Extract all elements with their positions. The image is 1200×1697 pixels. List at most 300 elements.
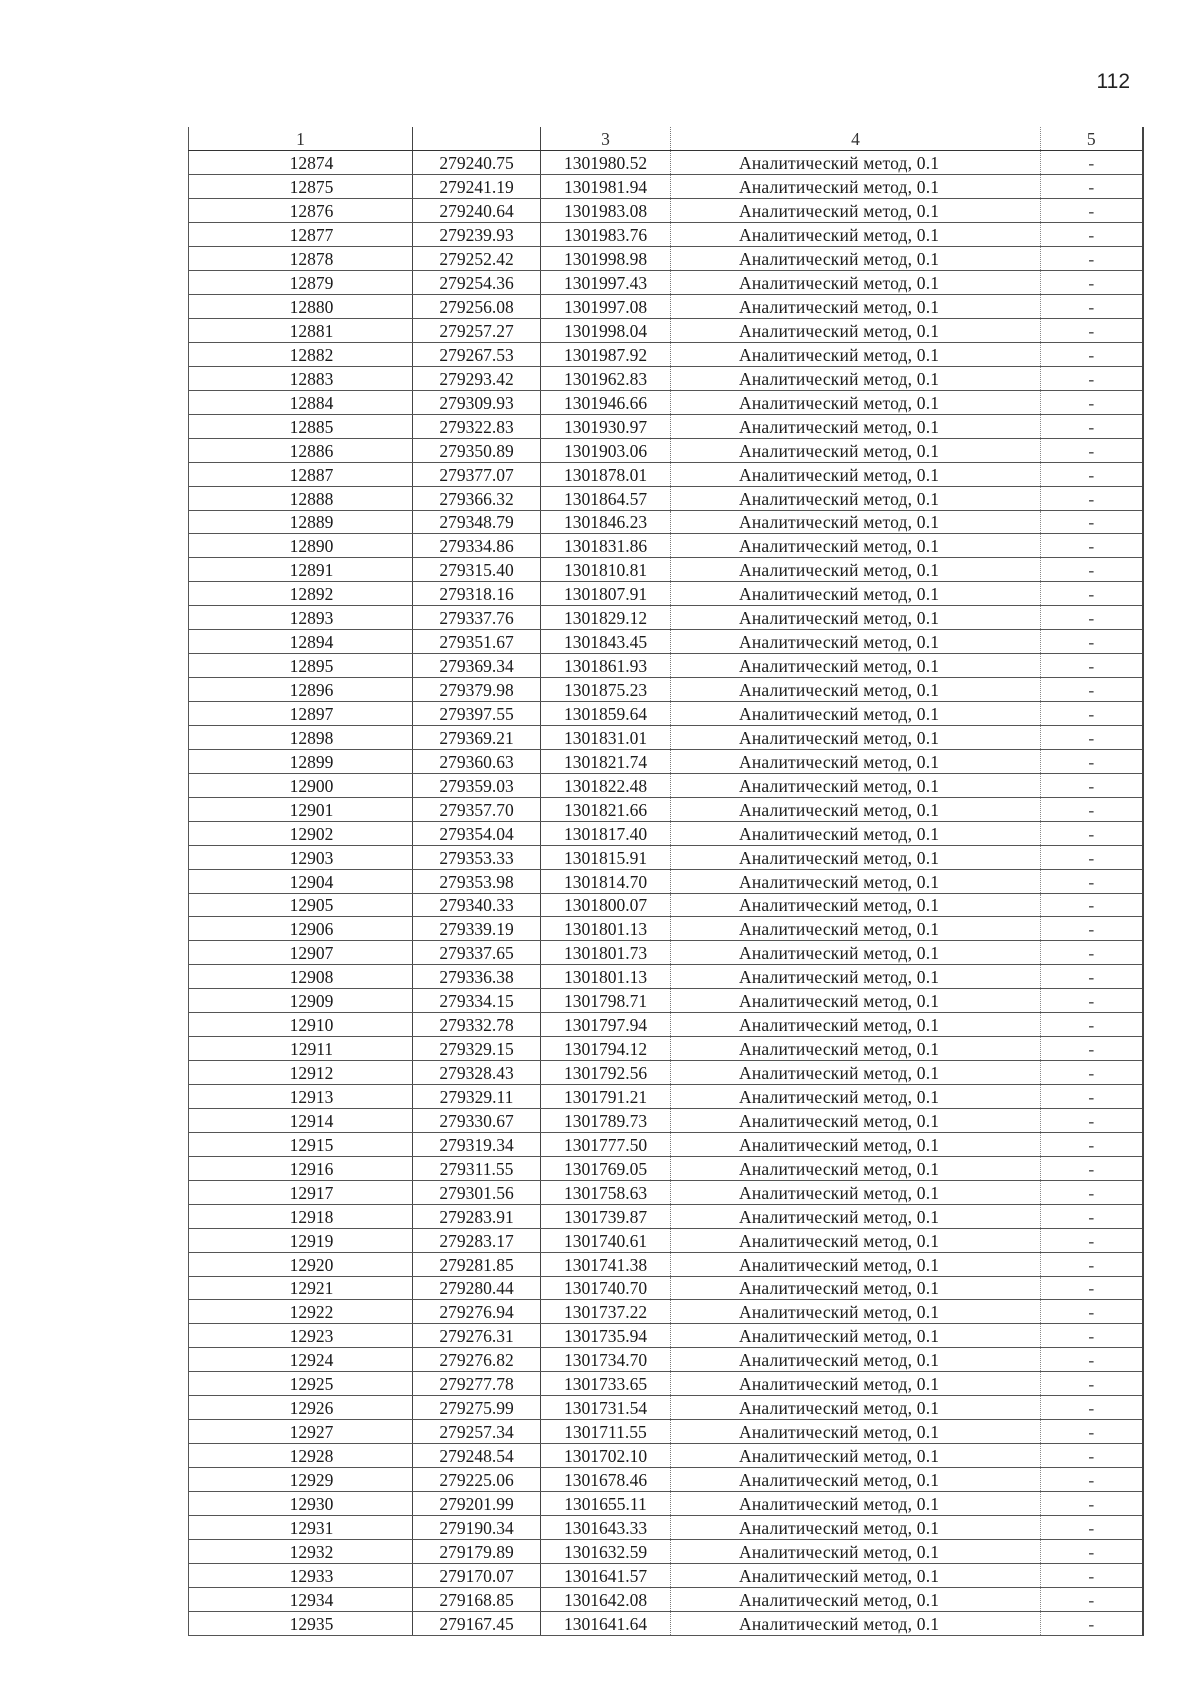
coord-x-cell: 279293.42 — [413, 366, 541, 390]
note-cell: - — [1041, 1324, 1143, 1348]
method-cell: Аналитический метод, 0.1 — [671, 462, 1041, 486]
coord-y-cell: 1301792.56 — [541, 1061, 671, 1085]
coord-x-cell: 279318.16 — [413, 582, 541, 606]
method-cell: Аналитический метод, 0.1 — [671, 1396, 1041, 1420]
coord-y-cell: 1301807.91 — [541, 582, 671, 606]
note-cell: - — [1041, 1348, 1143, 1372]
method-cell: Аналитический метод, 0.1 — [671, 1276, 1041, 1300]
coord-x-cell: 279254.36 — [413, 271, 541, 295]
point-number-cell: 12876 — [189, 199, 413, 223]
coord-y-cell: 1301981.94 — [541, 175, 671, 199]
coord-x-cell: 279337.76 — [413, 606, 541, 630]
table-row — [189, 1085, 1143, 1109]
table-row — [189, 845, 1143, 869]
coord-x-cell: 279225.06 — [413, 1468, 541, 1492]
note-cell: - — [1041, 1444, 1143, 1468]
method-cell: Аналитический метод, 0.1 — [671, 247, 1041, 271]
note-cell: - — [1041, 342, 1143, 366]
coord-y-cell: 1301791.21 — [541, 1085, 671, 1109]
method-cell: Аналитический метод, 0.1 — [671, 295, 1041, 319]
coord-y-cell: 1301641.57 — [541, 1563, 671, 1587]
point-number-cell: 12879 — [189, 271, 413, 295]
coord-x-cell: 279366.32 — [413, 486, 541, 510]
point-number-cell: 12901 — [189, 797, 413, 821]
method-cell: Аналитический метод, 0.1 — [671, 271, 1041, 295]
note-cell: - — [1041, 630, 1143, 654]
method-cell: Аналитический метод, 0.1 — [671, 1085, 1041, 1109]
header-col-5: 5 — [1041, 127, 1143, 151]
coord-y-cell: 1301678.46 — [541, 1468, 671, 1492]
table-row — [189, 558, 1143, 582]
table-row — [189, 1108, 1143, 1132]
coord-x-cell: 279301.56 — [413, 1180, 541, 1204]
table-row — [189, 438, 1143, 462]
method-cell: Аналитический метод, 0.1 — [671, 1228, 1041, 1252]
table-row — [189, 486, 1143, 510]
note-cell: - — [1041, 438, 1143, 462]
point-number-cell: 12925 — [189, 1372, 413, 1396]
method-cell: Аналитический метод, 0.1 — [671, 1180, 1041, 1204]
coord-y-cell: 1301817.40 — [541, 821, 671, 845]
table-row — [189, 390, 1143, 414]
note-cell: - — [1041, 1228, 1143, 1252]
coord-x-cell: 279168.85 — [413, 1587, 541, 1611]
method-cell: Аналитический метод, 0.1 — [671, 1515, 1041, 1539]
coord-y-cell: 1301864.57 — [541, 486, 671, 510]
method-cell: Аналитический метод, 0.1 — [671, 917, 1041, 941]
table-row — [189, 1420, 1143, 1444]
method-cell: Аналитический метод, 0.1 — [671, 319, 1041, 343]
point-number-cell: 12906 — [189, 917, 413, 941]
coord-y-cell: 1301810.81 — [541, 558, 671, 582]
coord-y-cell: 1301859.64 — [541, 702, 671, 726]
method-cell: Аналитический метод, 0.1 — [671, 965, 1041, 989]
note-cell: - — [1041, 965, 1143, 989]
header-row — [189, 127, 1143, 151]
point-number-cell: 12900 — [189, 773, 413, 797]
point-number-cell: 12908 — [189, 965, 413, 989]
note-cell: - — [1041, 510, 1143, 534]
coord-x-cell: 279334.86 — [413, 534, 541, 558]
note-cell: - — [1041, 606, 1143, 630]
point-number-cell: 12928 — [189, 1444, 413, 1468]
method-cell: Аналитический метод, 0.1 — [671, 845, 1041, 869]
header-col-1: 1 — [189, 127, 413, 151]
note-cell: - — [1041, 1013, 1143, 1037]
note-cell: - — [1041, 1396, 1143, 1420]
table-row — [189, 319, 1143, 343]
table-row — [189, 1180, 1143, 1204]
point-number-cell: 12907 — [189, 941, 413, 965]
method-cell: Аналитический метод, 0.1 — [671, 654, 1041, 678]
point-number-cell: 12895 — [189, 654, 413, 678]
method-cell: Аналитический метод, 0.1 — [671, 1300, 1041, 1324]
note-cell: - — [1041, 917, 1143, 941]
coord-y-cell: 1301831.01 — [541, 725, 671, 749]
coord-x-cell: 279252.42 — [413, 247, 541, 271]
coord-x-cell: 279315.40 — [413, 558, 541, 582]
coord-y-cell: 1301797.94 — [541, 1013, 671, 1037]
coord-x-cell: 279353.98 — [413, 869, 541, 893]
method-cell: Аналитический метод, 0.1 — [671, 1061, 1041, 1085]
note-cell: - — [1041, 1180, 1143, 1204]
table-row — [189, 1563, 1143, 1587]
table-row — [189, 199, 1143, 223]
coord-x-cell: 279256.08 — [413, 295, 541, 319]
note-cell: - — [1041, 845, 1143, 869]
point-number-cell: 12902 — [189, 821, 413, 845]
point-number-cell: 12924 — [189, 1348, 413, 1372]
coord-y-cell: 1301843.45 — [541, 630, 671, 654]
coord-y-cell: 1301983.76 — [541, 223, 671, 247]
method-cell: Аналитический метод, 0.1 — [671, 1372, 1041, 1396]
point-number-cell: 12886 — [189, 438, 413, 462]
coordinates-table — [188, 127, 1144, 1636]
method-cell: Аналитический метод, 0.1 — [671, 1420, 1041, 1444]
coord-x-cell: 279240.75 — [413, 151, 541, 175]
table-row — [189, 749, 1143, 773]
point-number-cell: 12881 — [189, 319, 413, 343]
point-number-cell: 12909 — [189, 989, 413, 1013]
table-header — [189, 127, 1143, 151]
coord-y-cell: 1301733.65 — [541, 1372, 671, 1396]
coord-y-cell: 1301997.08 — [541, 295, 671, 319]
coord-x-cell: 279334.15 — [413, 989, 541, 1013]
table-row — [189, 1587, 1143, 1611]
point-number-cell: 12920 — [189, 1252, 413, 1276]
note-cell: - — [1041, 175, 1143, 199]
coord-y-cell: 1301801.73 — [541, 941, 671, 965]
note-cell: - — [1041, 247, 1143, 271]
coord-y-cell: 1301777.50 — [541, 1132, 671, 1156]
header-col-3: 3 — [541, 127, 671, 151]
table-row — [189, 1515, 1143, 1539]
note-cell: - — [1041, 1611, 1143, 1635]
coord-y-cell: 1301702.10 — [541, 1444, 671, 1468]
note-cell: - — [1041, 1539, 1143, 1563]
method-cell: Аналитический метод, 0.1 — [671, 1204, 1041, 1228]
table-row — [189, 1348, 1143, 1372]
coord-y-cell: 1301632.59 — [541, 1539, 671, 1563]
coord-x-cell: 279309.93 — [413, 390, 541, 414]
method-cell: Аналитический метод, 0.1 — [671, 582, 1041, 606]
table-body — [189, 151, 1143, 1635]
coord-y-cell: 1301739.87 — [541, 1204, 671, 1228]
table-row — [189, 773, 1143, 797]
point-number-cell: 12934 — [189, 1587, 413, 1611]
point-number-cell: 12927 — [189, 1420, 413, 1444]
coord-x-cell: 279379.98 — [413, 678, 541, 702]
coord-x-cell: 279276.82 — [413, 1348, 541, 1372]
method-cell: Аналитический метод, 0.1 — [671, 151, 1041, 175]
table-row — [189, 582, 1143, 606]
method-cell: Аналитический метод, 0.1 — [671, 414, 1041, 438]
note-cell: - — [1041, 1204, 1143, 1228]
table-row — [189, 654, 1143, 678]
point-number-cell: 12926 — [189, 1396, 413, 1420]
method-cell: Аналитический метод, 0.1 — [671, 366, 1041, 390]
point-number-cell: 12916 — [189, 1156, 413, 1180]
coord-y-cell: 1301997.43 — [541, 271, 671, 295]
table-row — [189, 175, 1143, 199]
coord-x-cell: 279354.04 — [413, 821, 541, 845]
coord-x-cell: 279167.45 — [413, 1611, 541, 1635]
table-row — [189, 1324, 1143, 1348]
coord-y-cell: 1301998.98 — [541, 247, 671, 271]
coord-x-cell: 279257.34 — [413, 1420, 541, 1444]
note-cell: - — [1041, 797, 1143, 821]
point-number-cell: 12898 — [189, 725, 413, 749]
note-cell: - — [1041, 414, 1143, 438]
method-cell: Аналитический метод, 0.1 — [671, 438, 1041, 462]
coord-x-cell: 279348.79 — [413, 510, 541, 534]
header-col-2 — [413, 127, 541, 151]
coord-y-cell: 1301801.13 — [541, 917, 671, 941]
table-row — [189, 1013, 1143, 1037]
method-cell: Аналитический метод, 0.1 — [671, 702, 1041, 726]
table-row — [189, 1444, 1143, 1468]
method-cell: Аналитический метод, 0.1 — [671, 1539, 1041, 1563]
table-row — [189, 1468, 1143, 1492]
coord-x-cell: 279283.91 — [413, 1204, 541, 1228]
note-cell: - — [1041, 223, 1143, 247]
coord-x-cell: 279276.94 — [413, 1300, 541, 1324]
coord-x-cell: 279281.85 — [413, 1252, 541, 1276]
coord-y-cell: 1301998.04 — [541, 319, 671, 343]
method-cell: Аналитический метод, 0.1 — [671, 1132, 1041, 1156]
coord-y-cell: 1301903.06 — [541, 438, 671, 462]
table-row — [189, 1491, 1143, 1515]
method-cell: Аналитический метод, 0.1 — [671, 1563, 1041, 1587]
note-cell: - — [1041, 773, 1143, 797]
table-row — [189, 678, 1143, 702]
note-cell: - — [1041, 1515, 1143, 1539]
coord-y-cell: 1301846.23 — [541, 510, 671, 534]
table-row — [189, 1396, 1143, 1420]
table-row — [189, 1276, 1143, 1300]
method-cell: Аналитический метод, 0.1 — [671, 869, 1041, 893]
method-cell: Аналитический метод, 0.1 — [671, 630, 1041, 654]
coord-x-cell: 279283.17 — [413, 1228, 541, 1252]
coord-x-cell: 279357.70 — [413, 797, 541, 821]
coord-y-cell: 1301734.70 — [541, 1348, 671, 1372]
table-row — [189, 965, 1143, 989]
coord-x-cell: 279322.83 — [413, 414, 541, 438]
point-number-cell: 12874 — [189, 151, 413, 175]
point-number-cell: 12899 — [189, 749, 413, 773]
coord-y-cell: 1301769.05 — [541, 1156, 671, 1180]
table-row — [189, 1061, 1143, 1085]
note-cell: - — [1041, 199, 1143, 223]
note-cell: - — [1041, 1468, 1143, 1492]
table-row — [189, 366, 1143, 390]
table-row — [189, 247, 1143, 271]
table-row — [189, 510, 1143, 534]
coord-y-cell: 1301821.66 — [541, 797, 671, 821]
method-cell: Аналитический метод, 0.1 — [671, 342, 1041, 366]
table-row — [189, 869, 1143, 893]
note-cell: - — [1041, 1132, 1143, 1156]
method-cell: Аналитический метод, 0.1 — [671, 1013, 1041, 1037]
coord-y-cell: 1301641.64 — [541, 1611, 671, 1635]
coord-y-cell: 1301740.61 — [541, 1228, 671, 1252]
point-number-cell: 12905 — [189, 893, 413, 917]
note-cell: - — [1041, 1372, 1143, 1396]
coord-x-cell: 279328.43 — [413, 1061, 541, 1085]
table-row — [189, 1204, 1143, 1228]
note-cell: - — [1041, 151, 1143, 175]
method-cell: Аналитический метод, 0.1 — [671, 725, 1041, 749]
table-row — [189, 1372, 1143, 1396]
point-number-cell: 12878 — [189, 247, 413, 271]
note-cell: - — [1041, 1108, 1143, 1132]
note-cell: - — [1041, 1491, 1143, 1515]
coord-x-cell: 279276.31 — [413, 1324, 541, 1348]
point-number-cell: 12893 — [189, 606, 413, 630]
note-cell: - — [1041, 295, 1143, 319]
coord-y-cell: 1301875.23 — [541, 678, 671, 702]
coord-x-cell: 279351.67 — [413, 630, 541, 654]
note-cell: - — [1041, 1587, 1143, 1611]
note-cell: - — [1041, 1563, 1143, 1587]
table-row — [189, 630, 1143, 654]
note-cell: - — [1041, 1252, 1143, 1276]
method-cell: Аналитический метод, 0.1 — [671, 223, 1041, 247]
note-cell: - — [1041, 821, 1143, 845]
method-cell: Аналитический метод, 0.1 — [671, 486, 1041, 510]
note-cell: - — [1041, 486, 1143, 510]
method-cell: Аналитический метод, 0.1 — [671, 773, 1041, 797]
table-row — [189, 271, 1143, 295]
coord-y-cell: 1301643.33 — [541, 1515, 671, 1539]
method-cell: Аналитический метод, 0.1 — [671, 1252, 1041, 1276]
table-row — [189, 414, 1143, 438]
note-cell: - — [1041, 654, 1143, 678]
method-cell: Аналитический метод, 0.1 — [671, 1037, 1041, 1061]
point-number-cell: 12877 — [189, 223, 413, 247]
coord-y-cell: 1301829.12 — [541, 606, 671, 630]
method-cell: Аналитический метод, 0.1 — [671, 749, 1041, 773]
coord-x-cell: 279329.15 — [413, 1037, 541, 1061]
table-row — [189, 342, 1143, 366]
method-cell: Аналитический метод, 0.1 — [671, 1444, 1041, 1468]
coord-x-cell: 279277.78 — [413, 1372, 541, 1396]
note-cell: - — [1041, 1156, 1143, 1180]
coord-x-cell: 279353.33 — [413, 845, 541, 869]
note-cell: - — [1041, 725, 1143, 749]
table-row — [189, 941, 1143, 965]
point-number-cell: 12910 — [189, 1013, 413, 1037]
coord-y-cell: 1301735.94 — [541, 1324, 671, 1348]
method-cell: Аналитический метод, 0.1 — [671, 1491, 1041, 1515]
coord-x-cell: 279190.34 — [413, 1515, 541, 1539]
note-cell: - — [1041, 749, 1143, 773]
header-col-4: 4 — [671, 127, 1041, 151]
method-cell: Аналитический метод, 0.1 — [671, 1324, 1041, 1348]
coord-y-cell: 1301740.70 — [541, 1276, 671, 1300]
method-cell: Аналитический метод, 0.1 — [671, 941, 1041, 965]
table-row — [189, 725, 1143, 749]
coord-y-cell: 1301983.08 — [541, 199, 671, 223]
point-number-cell: 12892 — [189, 582, 413, 606]
coord-x-cell: 279377.07 — [413, 462, 541, 486]
coord-y-cell: 1301741.38 — [541, 1252, 671, 1276]
table-row — [189, 893, 1143, 917]
point-number-cell: 12883 — [189, 366, 413, 390]
note-cell: - — [1041, 534, 1143, 558]
point-number-cell: 12904 — [189, 869, 413, 893]
coord-x-cell: 279267.53 — [413, 342, 541, 366]
note-cell: - — [1041, 1276, 1143, 1300]
coord-x-cell: 279397.55 — [413, 702, 541, 726]
note-cell: - — [1041, 941, 1143, 965]
point-number-cell: 12885 — [189, 414, 413, 438]
coord-x-cell: 279275.99 — [413, 1396, 541, 1420]
coord-x-cell: 279359.03 — [413, 773, 541, 797]
coord-x-cell: 279201.99 — [413, 1491, 541, 1515]
coord-y-cell: 1301814.70 — [541, 869, 671, 893]
method-cell: Аналитический метод, 0.1 — [671, 510, 1041, 534]
coord-x-cell: 279369.21 — [413, 725, 541, 749]
method-cell: Аналитический метод, 0.1 — [671, 1156, 1041, 1180]
coord-y-cell: 1301731.54 — [541, 1396, 671, 1420]
point-number-cell: 12929 — [189, 1468, 413, 1492]
point-number-cell: 12896 — [189, 678, 413, 702]
coord-x-cell: 279280.44 — [413, 1276, 541, 1300]
method-cell: Аналитический метод, 0.1 — [671, 989, 1041, 1013]
coord-x-cell: 279240.64 — [413, 199, 541, 223]
method-cell: Аналитический метод, 0.1 — [671, 1348, 1041, 1372]
method-cell: Аналитический метод, 0.1 — [671, 199, 1041, 223]
point-number-cell: 12914 — [189, 1108, 413, 1132]
table-row — [189, 1539, 1143, 1563]
coord-y-cell: 1301655.11 — [541, 1491, 671, 1515]
coordinates-table-container — [188, 127, 1142, 1636]
note-cell: - — [1041, 702, 1143, 726]
point-number-cell: 12911 — [189, 1037, 413, 1061]
point-number-cell: 12932 — [189, 1539, 413, 1563]
point-number-cell: 12875 — [189, 175, 413, 199]
coord-y-cell: 1301946.66 — [541, 390, 671, 414]
table-row — [189, 1132, 1143, 1156]
method-cell: Аналитический метод, 0.1 — [671, 678, 1041, 702]
method-cell: Аналитический метод, 0.1 — [671, 797, 1041, 821]
table-row — [189, 821, 1143, 845]
method-cell: Аналитический метод, 0.1 — [671, 1108, 1041, 1132]
note-cell: - — [1041, 869, 1143, 893]
point-number-cell: 12912 — [189, 1061, 413, 1085]
point-number-cell: 12887 — [189, 462, 413, 486]
note-cell: - — [1041, 1061, 1143, 1085]
coord-x-cell: 279248.54 — [413, 1444, 541, 1468]
coord-y-cell: 1301800.07 — [541, 893, 671, 917]
note-cell: - — [1041, 319, 1143, 343]
point-number-cell: 12894 — [189, 630, 413, 654]
method-cell: Аналитический метод, 0.1 — [671, 606, 1041, 630]
coord-x-cell: 279369.34 — [413, 654, 541, 678]
table-row — [189, 1611, 1143, 1635]
point-number-cell: 12931 — [189, 1515, 413, 1539]
coord-y-cell: 1301861.93 — [541, 654, 671, 678]
coord-x-cell: 279311.55 — [413, 1156, 541, 1180]
coord-x-cell: 279241.19 — [413, 175, 541, 199]
coord-y-cell: 1301794.12 — [541, 1037, 671, 1061]
point-number-cell: 12880 — [189, 295, 413, 319]
point-number-cell: 12884 — [189, 390, 413, 414]
coord-y-cell: 1301930.97 — [541, 414, 671, 438]
coord-y-cell: 1301962.83 — [541, 366, 671, 390]
coord-y-cell: 1301711.55 — [541, 1420, 671, 1444]
